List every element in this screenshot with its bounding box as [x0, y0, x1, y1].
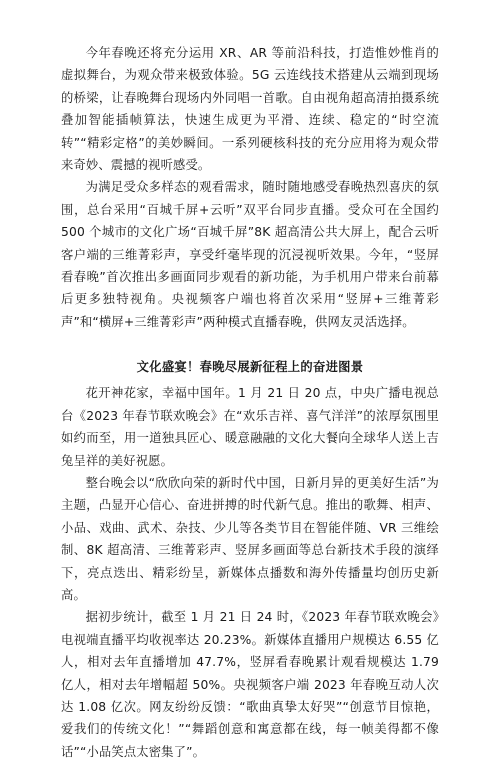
paragraph-theme: 整台晚会以“欣欣向荣的新时代中国，日新月异的更美好生活”为主题，凸显开心信心、奋进拼搏的时代新气息。推出的歌舞、相声、小品、戏曲、武术、杂技、少儿等各类节目在智能伴随、VR 三维绘制、8K 超高清、三维菁彩声、竖屏多画面等总台新技术手段的演绎下，亮点迭出、精彩纷呈，新媒体点播数和海外传播量均创历史新高。	[61, 475, 439, 602]
paragraph-statistics: 据初步统计，截至 1 月 21 日 24 时，《2023 年春节联欢晚会》电视端直播平均收视率达 20.23%。新媒体直播用户规模达 6.55 亿人，相对去年直播增加 47.7%，竖屏看春晚累计观看规模达 1.79 亿人，相对去年增幅超 50%。央视频客户端 2023 年春晚互动人次达 1.08 亿次。网友纷纷反馈：“歌曲真挚太好哭”“创意节目惊艳，爱我们的传统文化！”“舞蹈创意和寓意都在线，每一帧美得都不像话”“小品笑点太密集了”。	[61, 610, 439, 759]
section-gap	[61, 333, 439, 356]
paragraph-broadcast: 为满足受众多样态的观看需求，随时随地感受春晚热烈喜庆的氛围，总台采用“百城千屏+云听”双平台同步直播。受众可在全国约 500 个城市的文化广场“百城千屏”8K 超高清公共大屏上，配合云听客户端的三维菁彩声，享受纤毫毕现的沉浸视听效果。今年，“竖屏看春晚”首次推出多画面同步观看的新功能，为手机用户带来台前幕后更多独特视角。央视频客户端也将首次采用“竖屏+三维菁彩声”和“横屏+三维菁彩声”两种模式直播春晚，供网友灵活选择。	[61, 180, 439, 329]
section-heading: 文化盛宴！春晚尽展新征程上的奋进图景	[136, 360, 364, 375]
paragraph-tech: 今年春晚还将充分运用 XR、AR 等前沿科技，打造惟妙惟肖的虚拟舞台，为观众带来极致体验。5G 云连线技术搭建从云端到现场的桥梁，让春晚舞台现场内外同唱一首歌。自由视角超高清拍摄系统叠加智能插帧算法，快速生成更为平滑、连续、稳定的“时空流转”“精彩定格”的美妙瞬间。一系列硬核科技的充分应用将为观众带来奇妙、震撼的视听感受。	[61, 46, 439, 173]
paragraph-opening: 花开神花家，幸福中国年。1 月 21 日 20 点，中央广播电视总台《2023 年春节联欢晚会》在“欢乐吉祥、喜气洋洋”的浓厚氛围里如约而至，用一道独具匠心、暖意融融的文化大餐向全球华人送上吉兔呈祥的美好祝愿。	[61, 386, 439, 468]
